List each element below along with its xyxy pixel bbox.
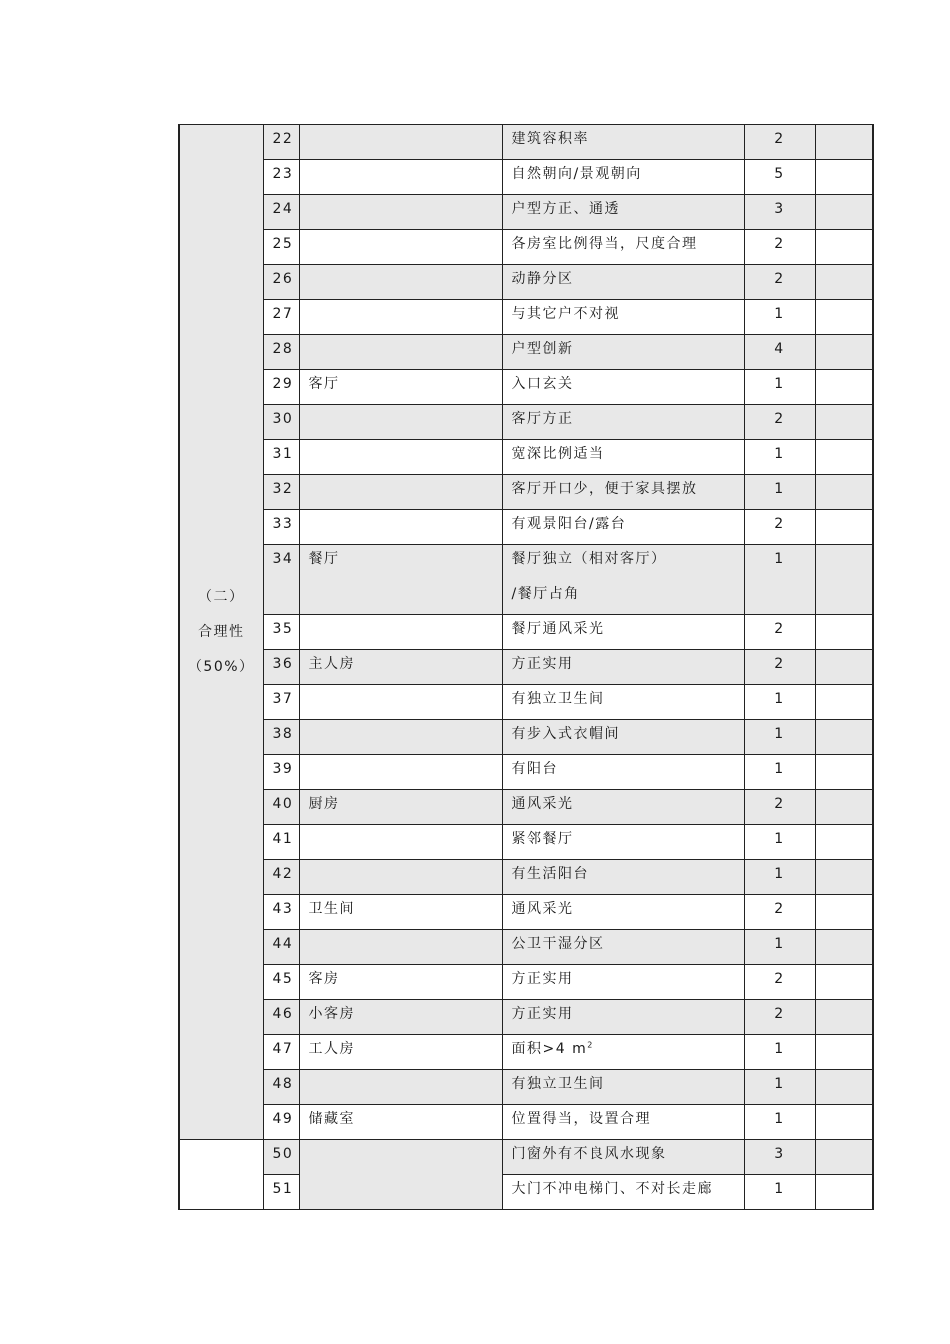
- row-blank-cell: [815, 230, 873, 265]
- row-score: 1: [744, 370, 815, 405]
- row-description: [502, 1140, 744, 1175]
- row-number: 35: [263, 615, 299, 650]
- row-item: [299, 230, 502, 265]
- row-score: 3: [744, 195, 815, 230]
- description-text: 入口玄关: [511, 376, 574, 392]
- row-score: 2: [744, 265, 815, 300]
- table-row: [179, 930, 873, 965]
- row-number: 36: [263, 650, 299, 685]
- row-blank-cell: [815, 1105, 873, 1140]
- row-score: 2: [744, 965, 815, 1000]
- row-number: 37: [263, 685, 299, 720]
- row-number: 39: [263, 755, 299, 790]
- table-row: [179, 1070, 873, 1105]
- row-number: 43: [263, 895, 299, 930]
- row-blank-cell: [815, 895, 873, 930]
- row-score: 2: [744, 1000, 815, 1035]
- row-description: [502, 1175, 744, 1210]
- description-text-line2: /餐厅占角: [511, 586, 580, 602]
- row-blank-cell: [815, 930, 873, 965]
- row-description: [502, 160, 744, 195]
- row-blank-cell: [815, 650, 873, 685]
- row-score: 1: [744, 300, 815, 335]
- row-item: 餐厅: [299, 545, 502, 615]
- row-item: 卫生间: [299, 895, 502, 930]
- description-text: 大门不冲电梯门、不对长走廊: [511, 1181, 713, 1197]
- row-number: 38: [263, 720, 299, 755]
- row-item: [299, 1140, 502, 1210]
- row-blank-cell: [815, 160, 873, 195]
- row-item: [299, 125, 502, 160]
- row-item: [299, 510, 502, 545]
- table-row: [179, 825, 873, 860]
- row-description: [502, 335, 744, 370]
- row-description: [502, 370, 744, 405]
- table-row: [179, 860, 873, 895]
- description-text: 与其它户不对视: [511, 306, 620, 322]
- row-item: [299, 300, 502, 335]
- row-number: 26: [263, 265, 299, 300]
- row-score: 2: [744, 510, 815, 545]
- row-number: 22: [263, 125, 299, 160]
- description-text: 通风采光: [511, 901, 574, 917]
- table-row: [179, 755, 873, 790]
- row-number: 27: [263, 300, 299, 335]
- row-score: 2: [744, 615, 815, 650]
- table-row: [179, 475, 873, 510]
- row-blank-cell: [815, 265, 873, 300]
- row-description: [502, 230, 744, 265]
- table-row: [179, 125, 873, 160]
- table-row: [179, 545, 873, 615]
- row-score: 1: [744, 475, 815, 510]
- table-row: [179, 265, 873, 300]
- description-text: 有独立卫生间: [511, 1076, 605, 1092]
- row-item: [299, 265, 502, 300]
- row-description: [502, 545, 744, 615]
- table-row: [179, 685, 873, 720]
- row-score: 3: [744, 1140, 815, 1175]
- row-blank-cell: [815, 615, 873, 650]
- row-score: 1: [744, 930, 815, 965]
- table-row: [179, 895, 873, 930]
- row-blank-cell: [815, 475, 873, 510]
- row-item: [299, 720, 502, 755]
- row-score: 5: [744, 160, 815, 195]
- row-item: [299, 475, 502, 510]
- table-row: [179, 965, 873, 1000]
- table-row: [179, 1175, 873, 1210]
- row-score: 2: [744, 895, 815, 930]
- row-description: [502, 930, 744, 965]
- description-text: 动静分区: [511, 271, 574, 287]
- row-description: [502, 755, 744, 790]
- description-text: 门窗外有不良风水现象: [511, 1146, 667, 1162]
- scoring-table: [178, 124, 874, 1210]
- row-blank-cell: [815, 300, 873, 335]
- row-item: 客厅: [299, 370, 502, 405]
- row-score: 2: [744, 790, 815, 825]
- row-blank-cell: [815, 510, 873, 545]
- row-score: 2: [744, 405, 815, 440]
- row-score: 1: [744, 860, 815, 895]
- table-row: [179, 790, 873, 825]
- row-item: [299, 615, 502, 650]
- row-item: [299, 685, 502, 720]
- row-number: 28: [263, 335, 299, 370]
- row-score: 2: [744, 125, 815, 160]
- row-blank-cell: [815, 1175, 873, 1210]
- row-description: [502, 790, 744, 825]
- row-item: 储藏室: [299, 1105, 502, 1140]
- description-text: 有观景阳台/露台: [511, 516, 627, 532]
- row-score: 1: [744, 1175, 815, 1210]
- row-description: [502, 685, 744, 720]
- table-row: [179, 370, 873, 405]
- row-item: [299, 405, 502, 440]
- description-text: 餐厅通风采光: [511, 621, 605, 637]
- row-description: [502, 895, 744, 930]
- row-description: [502, 440, 744, 475]
- description-text: 方正实用: [511, 971, 574, 987]
- table-row: [179, 195, 873, 230]
- row-number: 30: [263, 405, 299, 440]
- row-description: [502, 650, 744, 685]
- description-text: 有生活阳台: [511, 866, 589, 882]
- description-text: 宽深比例适当: [511, 446, 605, 462]
- row-number: 50: [263, 1140, 299, 1175]
- description-text: 面积>4 m: [511, 1041, 588, 1057]
- description-text: 客厅开口少，便于家具摆放: [511, 481, 698, 497]
- row-item: [299, 755, 502, 790]
- description-text: 公卫干湿分区: [511, 936, 605, 952]
- row-item: [299, 440, 502, 475]
- category-cell: [179, 125, 263, 1140]
- row-description: [502, 720, 744, 755]
- row-number: 33: [263, 510, 299, 545]
- row-item: [299, 930, 502, 965]
- row-item: [299, 195, 502, 230]
- row-description: [502, 300, 744, 335]
- row-description: [502, 1070, 744, 1105]
- description-text: 户型方正、通透: [511, 201, 620, 217]
- row-blank-cell: [815, 125, 873, 160]
- row-blank-cell: [815, 755, 873, 790]
- category-name: 合理性: [198, 623, 245, 640]
- row-blank-cell: [815, 195, 873, 230]
- row-blank-cell: [815, 1140, 873, 1175]
- row-blank-cell: [815, 720, 873, 755]
- row-number: 47: [263, 1035, 299, 1070]
- row-description: [502, 475, 744, 510]
- row-blank-cell: [815, 440, 873, 475]
- description-text: 自然朝向/景观朝向: [511, 166, 642, 182]
- row-number: 32: [263, 475, 299, 510]
- description-text: 客厅方正: [511, 411, 574, 427]
- table-row: [179, 650, 873, 685]
- row-score: 4: [744, 335, 815, 370]
- row-item: 厨房: [299, 790, 502, 825]
- table-row: [179, 615, 873, 650]
- row-score: 2: [744, 650, 815, 685]
- description-text: 有独立卫生间: [511, 691, 605, 707]
- row-number: 51: [263, 1175, 299, 1210]
- unit-superscript: 2: [587, 1040, 594, 1050]
- row-number: 44: [263, 930, 299, 965]
- table-row: [179, 1035, 873, 1070]
- row-score: 1: [744, 1035, 815, 1070]
- row-description: [502, 405, 744, 440]
- row-description: [502, 195, 744, 230]
- row-score: 1: [744, 685, 815, 720]
- row-blank-cell: [815, 370, 873, 405]
- table-row: [179, 510, 873, 545]
- row-number: 48: [263, 1070, 299, 1105]
- row-blank-cell: [815, 790, 873, 825]
- table-row: [179, 405, 873, 440]
- description-text: 紧邻餐厅: [511, 831, 574, 847]
- row-score: 1: [744, 755, 815, 790]
- row-description: [502, 265, 744, 300]
- row-blank-cell: [815, 860, 873, 895]
- table-row: [179, 1140, 873, 1175]
- row-score: 1: [744, 545, 815, 615]
- row-blank-cell: [815, 1000, 873, 1035]
- row-description: [502, 1035, 744, 1070]
- row-number: 40: [263, 790, 299, 825]
- table-row: [179, 720, 873, 755]
- category-cell-empty: [179, 1140, 263, 1210]
- row-item: 工人房: [299, 1035, 502, 1070]
- table-row: [179, 1000, 873, 1035]
- table-row: [179, 440, 873, 475]
- row-item: [299, 825, 502, 860]
- row-blank-cell: [815, 1035, 873, 1070]
- table-row: [179, 1105, 873, 1140]
- category-paren: （二）: [198, 588, 245, 605]
- category-weight: （50%）: [187, 658, 255, 675]
- row-description: [502, 125, 744, 160]
- table-row: [179, 300, 873, 335]
- row-number: 41: [263, 825, 299, 860]
- row-number: 45: [263, 965, 299, 1000]
- row-blank-cell: [815, 405, 873, 440]
- row-description: [502, 1000, 744, 1035]
- description-text: 餐厅独立（相对客厅）: [511, 551, 667, 567]
- scoring-sheet: [178, 124, 872, 1210]
- row-number: 34: [263, 545, 299, 615]
- row-score: 1: [744, 440, 815, 475]
- row-item: [299, 335, 502, 370]
- table-row: [179, 160, 873, 195]
- row-item: [299, 160, 502, 195]
- table-row: [179, 230, 873, 265]
- row-blank-cell: [815, 335, 873, 370]
- row-blank-cell: [815, 1070, 873, 1105]
- row-number: 49: [263, 1105, 299, 1140]
- description-text: 有步入式衣帽间: [511, 726, 620, 742]
- row-blank-cell: [815, 965, 873, 1000]
- row-item: [299, 860, 502, 895]
- row-score: 2: [744, 230, 815, 265]
- row-score: 1: [744, 720, 815, 755]
- row-score: 1: [744, 1070, 815, 1105]
- description-text: 建筑容积率: [511, 131, 589, 147]
- row-number: 42: [263, 860, 299, 895]
- description-text: 户型创新: [511, 341, 574, 357]
- row-score: 1: [744, 1105, 815, 1140]
- row-score: 1: [744, 825, 815, 860]
- row-blank-cell: [815, 685, 873, 720]
- row-description: [502, 825, 744, 860]
- description-text: 各房室比例得当，尺度合理: [511, 236, 698, 252]
- description-text: 通风采光: [511, 796, 574, 812]
- row-blank-cell: [815, 545, 873, 615]
- row-description: [502, 615, 744, 650]
- row-description: [502, 965, 744, 1000]
- row-number: 25: [263, 230, 299, 265]
- row-number: 24: [263, 195, 299, 230]
- row-number: 29: [263, 370, 299, 405]
- row-blank-cell: [815, 825, 873, 860]
- description-text: 方正实用: [511, 656, 574, 672]
- row-item: [299, 1070, 502, 1105]
- description-text: 有阳台: [511, 761, 558, 777]
- row-item: 主人房: [299, 650, 502, 685]
- row-item: 小客房: [299, 1000, 502, 1035]
- table-row: [179, 335, 873, 370]
- row-number: 46: [263, 1000, 299, 1035]
- row-description: [502, 1105, 744, 1140]
- description-text: 位置得当，设置合理: [511, 1111, 651, 1127]
- row-number: 31: [263, 440, 299, 475]
- row-item: 客房: [299, 965, 502, 1000]
- row-number: 23: [263, 160, 299, 195]
- description-text: 方正实用: [511, 1006, 574, 1022]
- row-description: [502, 860, 744, 895]
- row-description: [502, 510, 744, 545]
